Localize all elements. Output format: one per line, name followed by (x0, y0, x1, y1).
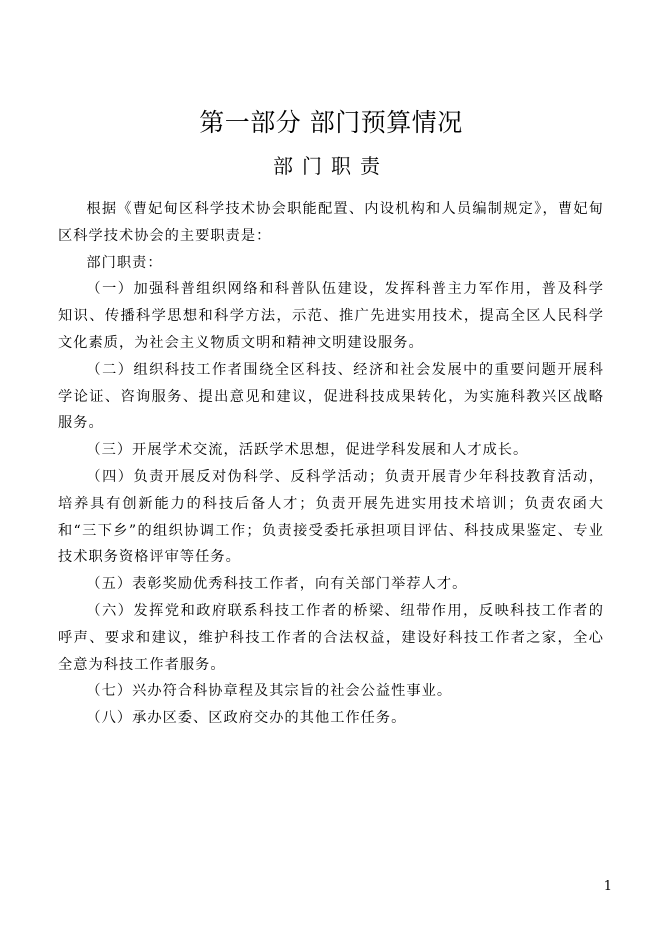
intro-paragraph: 根据《曹妃甸区科学技术协会职能配置、内设机构和人员编制规定》，曹妃甸区科学技术协会的主要职责是： (58, 201, 604, 244)
duties-label: 部门职责： (86, 254, 163, 271)
duty-item-5: （五）表彰奖励优秀科技工作者，向有关部门举荐人才。 (86, 576, 468, 593)
duty-item-7: （七）兴办符合科协章程及其宗旨的社会公益性事业。 (86, 683, 453, 700)
duty-item-3: （三）开展学术交流，活跃学术思想，促进学科发展和人才成长。 (86, 442, 529, 459)
body-text (58, 196, 604, 732)
duty-item-6: （六）发挥党和政府联系科技工作者的桥梁、纽带作用，反映科技工作者的呼声、要求和建议，维护科技工作者的合法权益，建设好科技工作者之家，全心全意为科技工作者服务。 (58, 602, 604, 673)
duty-item-4: （四）负责开展反对伪科学、反科学活动；负责开展青少年科技教育活动，培养具有创新能力的科技后备人才；负责开展先进实用技术培训；负责农函大和“三下乡”的组织协调工作；负责接受委托承担项目评估、科技成果鉴定、专业技术职务资格评审等任务。 (58, 468, 604, 566)
duty-item-8: （八）承办区委、区政府交办的其他工作任务。 (86, 710, 407, 727)
duty-item-1: （一）加强科普组织网络和科普队伍建设，发挥科普主力军作用，普及科学知识、传播科学思想和科学方法，示范、推广先进实用技术，提高全区人民科学文化素质，为社会主义物质文明和精神文明建设服务。 (58, 281, 604, 351)
page-number: 1 (603, 879, 612, 894)
section-heading: 部门职责 (273, 154, 389, 178)
page-title: 第一部分 部门预算情况 (199, 108, 463, 137)
duty-item-2: （二）组织科技工作者围绕全区科技、经济和社会发展中的重要问题开展科学论证、咨询服务、提出意见和建议，促进科技成果转化，为实施科教兴区战略服务。 (58, 361, 604, 432)
